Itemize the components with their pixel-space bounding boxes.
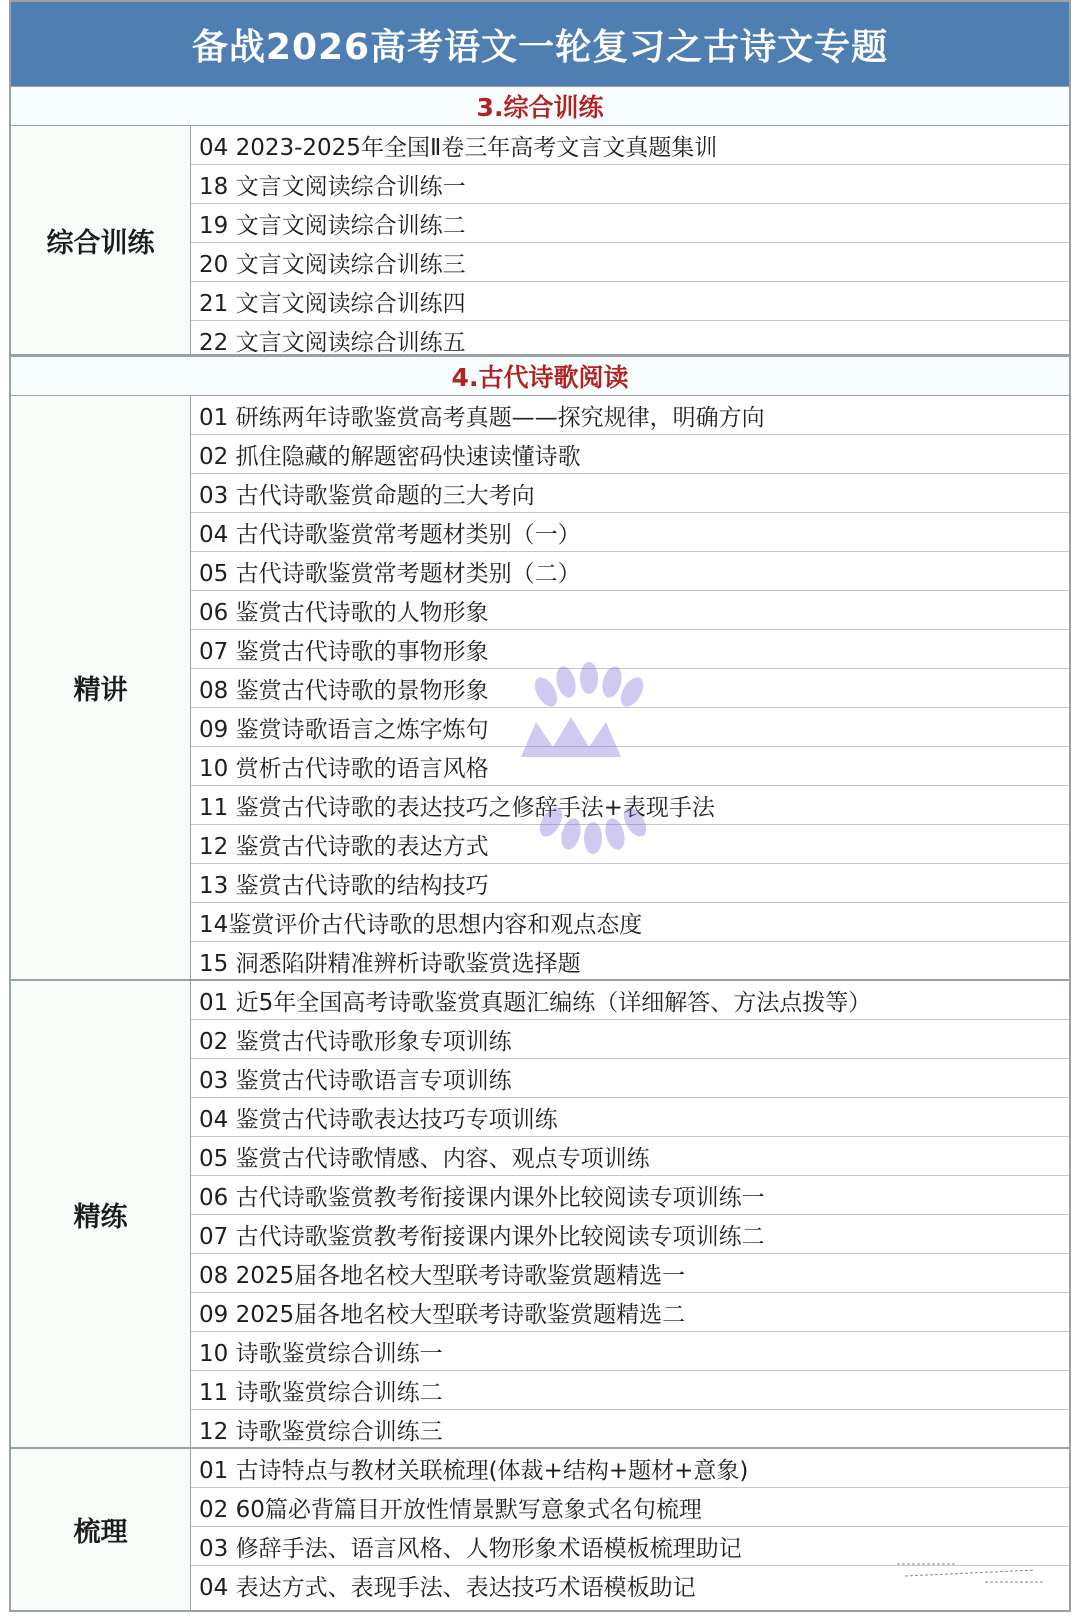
item-list <box>191 126 1069 360</box>
list-item: 06 鉴赏古代诗歌的人物形象 <box>191 591 1069 630</box>
list-item: 12 鉴赏古代诗歌的表达方式 <box>191 825 1069 864</box>
list-item: 14鉴赏评价古代诗歌的思想内容和观点态度 <box>191 903 1069 942</box>
group-intensive-practice <box>11 981 1069 1449</box>
list-item: 22 文言文阅读综合训练五 <box>199 330 466 356</box>
list-item: 18 文言文阅读综合训练一 <box>191 165 1069 204</box>
list-item: 11 诗歌鉴赏综合训练二 <box>191 1371 1069 1410</box>
list-item: 11 鉴赏古代诗歌的表达技巧之修辞手法+表现手法 <box>191 786 1069 825</box>
list-item: 12 诗歌鉴赏综合训练三 <box>199 1419 443 1445</box>
list-item: 10 诗歌鉴赏综合训练一 <box>191 1332 1069 1371</box>
list-item: 03 鉴赏古代诗歌语言专项训练 <box>191 1059 1069 1098</box>
item-list <box>191 396 1069 981</box>
category-label: 综合训练 <box>11 126 191 354</box>
page-title: 备战2026高考语文一轮复习之古诗文专题 <box>11 2 1069 86</box>
item-list <box>191 1449 1069 1605</box>
category-label: 精练 <box>11 981 191 1447</box>
list-item: 13 鉴赏古代诗歌的结构技巧 <box>191 864 1069 903</box>
list-item: 10 赏析古代诗歌的语言风格 <box>191 747 1069 786</box>
list-item: 09 鉴赏诗歌语言之炼字炼句 <box>191 708 1069 747</box>
group-intensive-lecture <box>11 396 1069 981</box>
outline-table <box>9 0 1071 1612</box>
section-heading-4: 4.古代诗歌阅读 <box>11 356 1069 396</box>
list-item: 15 洞悉陷阱精准辨析诗歌鉴赏选择题 <box>199 951 581 977</box>
list-item: 07 鉴赏古代诗歌的事物形象 <box>191 630 1069 669</box>
list-item: 04 2023-2025年全国Ⅱ卷三年高考文言文真题集训 <box>191 126 1069 165</box>
group-comprehensive-training <box>11 126 1069 356</box>
list-item: 03 古代诗歌鉴赏命题的三大考向 <box>191 474 1069 513</box>
item-list <box>191 981 1069 1449</box>
list-item: 04 古代诗歌鉴赏常考题材类别（一） <box>191 513 1069 552</box>
list-item: 19 文言文阅读综合训练二 <box>191 204 1069 243</box>
list-item: 02 60篇必背篇目开放性情景默写意象式名句梳理 <box>191 1488 1069 1527</box>
list-item: 02 鉴赏古代诗歌形象专项训练 <box>191 1020 1069 1059</box>
list-item: 01 近5年全国高考诗歌鉴赏真题汇编练（详细解答、方法点拨等） <box>191 981 1069 1020</box>
list-item: 05 鉴赏古代诗歌情感、内容、观点专项训练 <box>191 1137 1069 1176</box>
section-heading-3: 3.综合训练 <box>11 86 1069 126</box>
list-item: 02 抓住隐藏的解题密码快速读懂诗歌 <box>191 435 1069 474</box>
group-review-summary <box>11 1449 1069 1610</box>
category-label: 精讲 <box>11 396 191 979</box>
category-label: 梳理 <box>11 1449 191 1610</box>
list-item: 04 鉴赏古代诗歌表达技巧专项训练 <box>191 1098 1069 1137</box>
list-item: 21 文言文阅读综合训练四 <box>191 282 1069 321</box>
list-item: 20 文言文阅读综合训练三 <box>191 243 1069 282</box>
list-item: 01 古诗特点与教材关联梳理(体裁+结构+题材+意象) <box>191 1449 1069 1488</box>
list-item: 08 2025届各地名校大型联考诗歌鉴赏题精选一 <box>191 1254 1069 1293</box>
list-item: 01 研练两年诗歌鉴赏高考真题——探究规律，明确方向 <box>191 396 1069 435</box>
list-item: 05 古代诗歌鉴赏常考题材类别（二） <box>191 552 1069 591</box>
list-item: 03 修辞手法、语言风格、人物形象术语模板梳理助记 <box>191 1527 1069 1566</box>
list-item: 09 2025届各地名校大型联考诗歌鉴赏题精选二 <box>191 1293 1069 1332</box>
list-item: 07 古代诗歌鉴赏教考衔接课内课外比较阅读专项训练二 <box>191 1215 1069 1254</box>
list-item: 06 古代诗歌鉴赏教考衔接课内课外比较阅读专项训练一 <box>191 1176 1069 1215</box>
list-item: 08 鉴赏古代诗歌的景物形象 <box>191 669 1069 708</box>
list-item: 04 表达方式、表现手法、表达技巧术语模板助记 <box>199 1575 696 1601</box>
